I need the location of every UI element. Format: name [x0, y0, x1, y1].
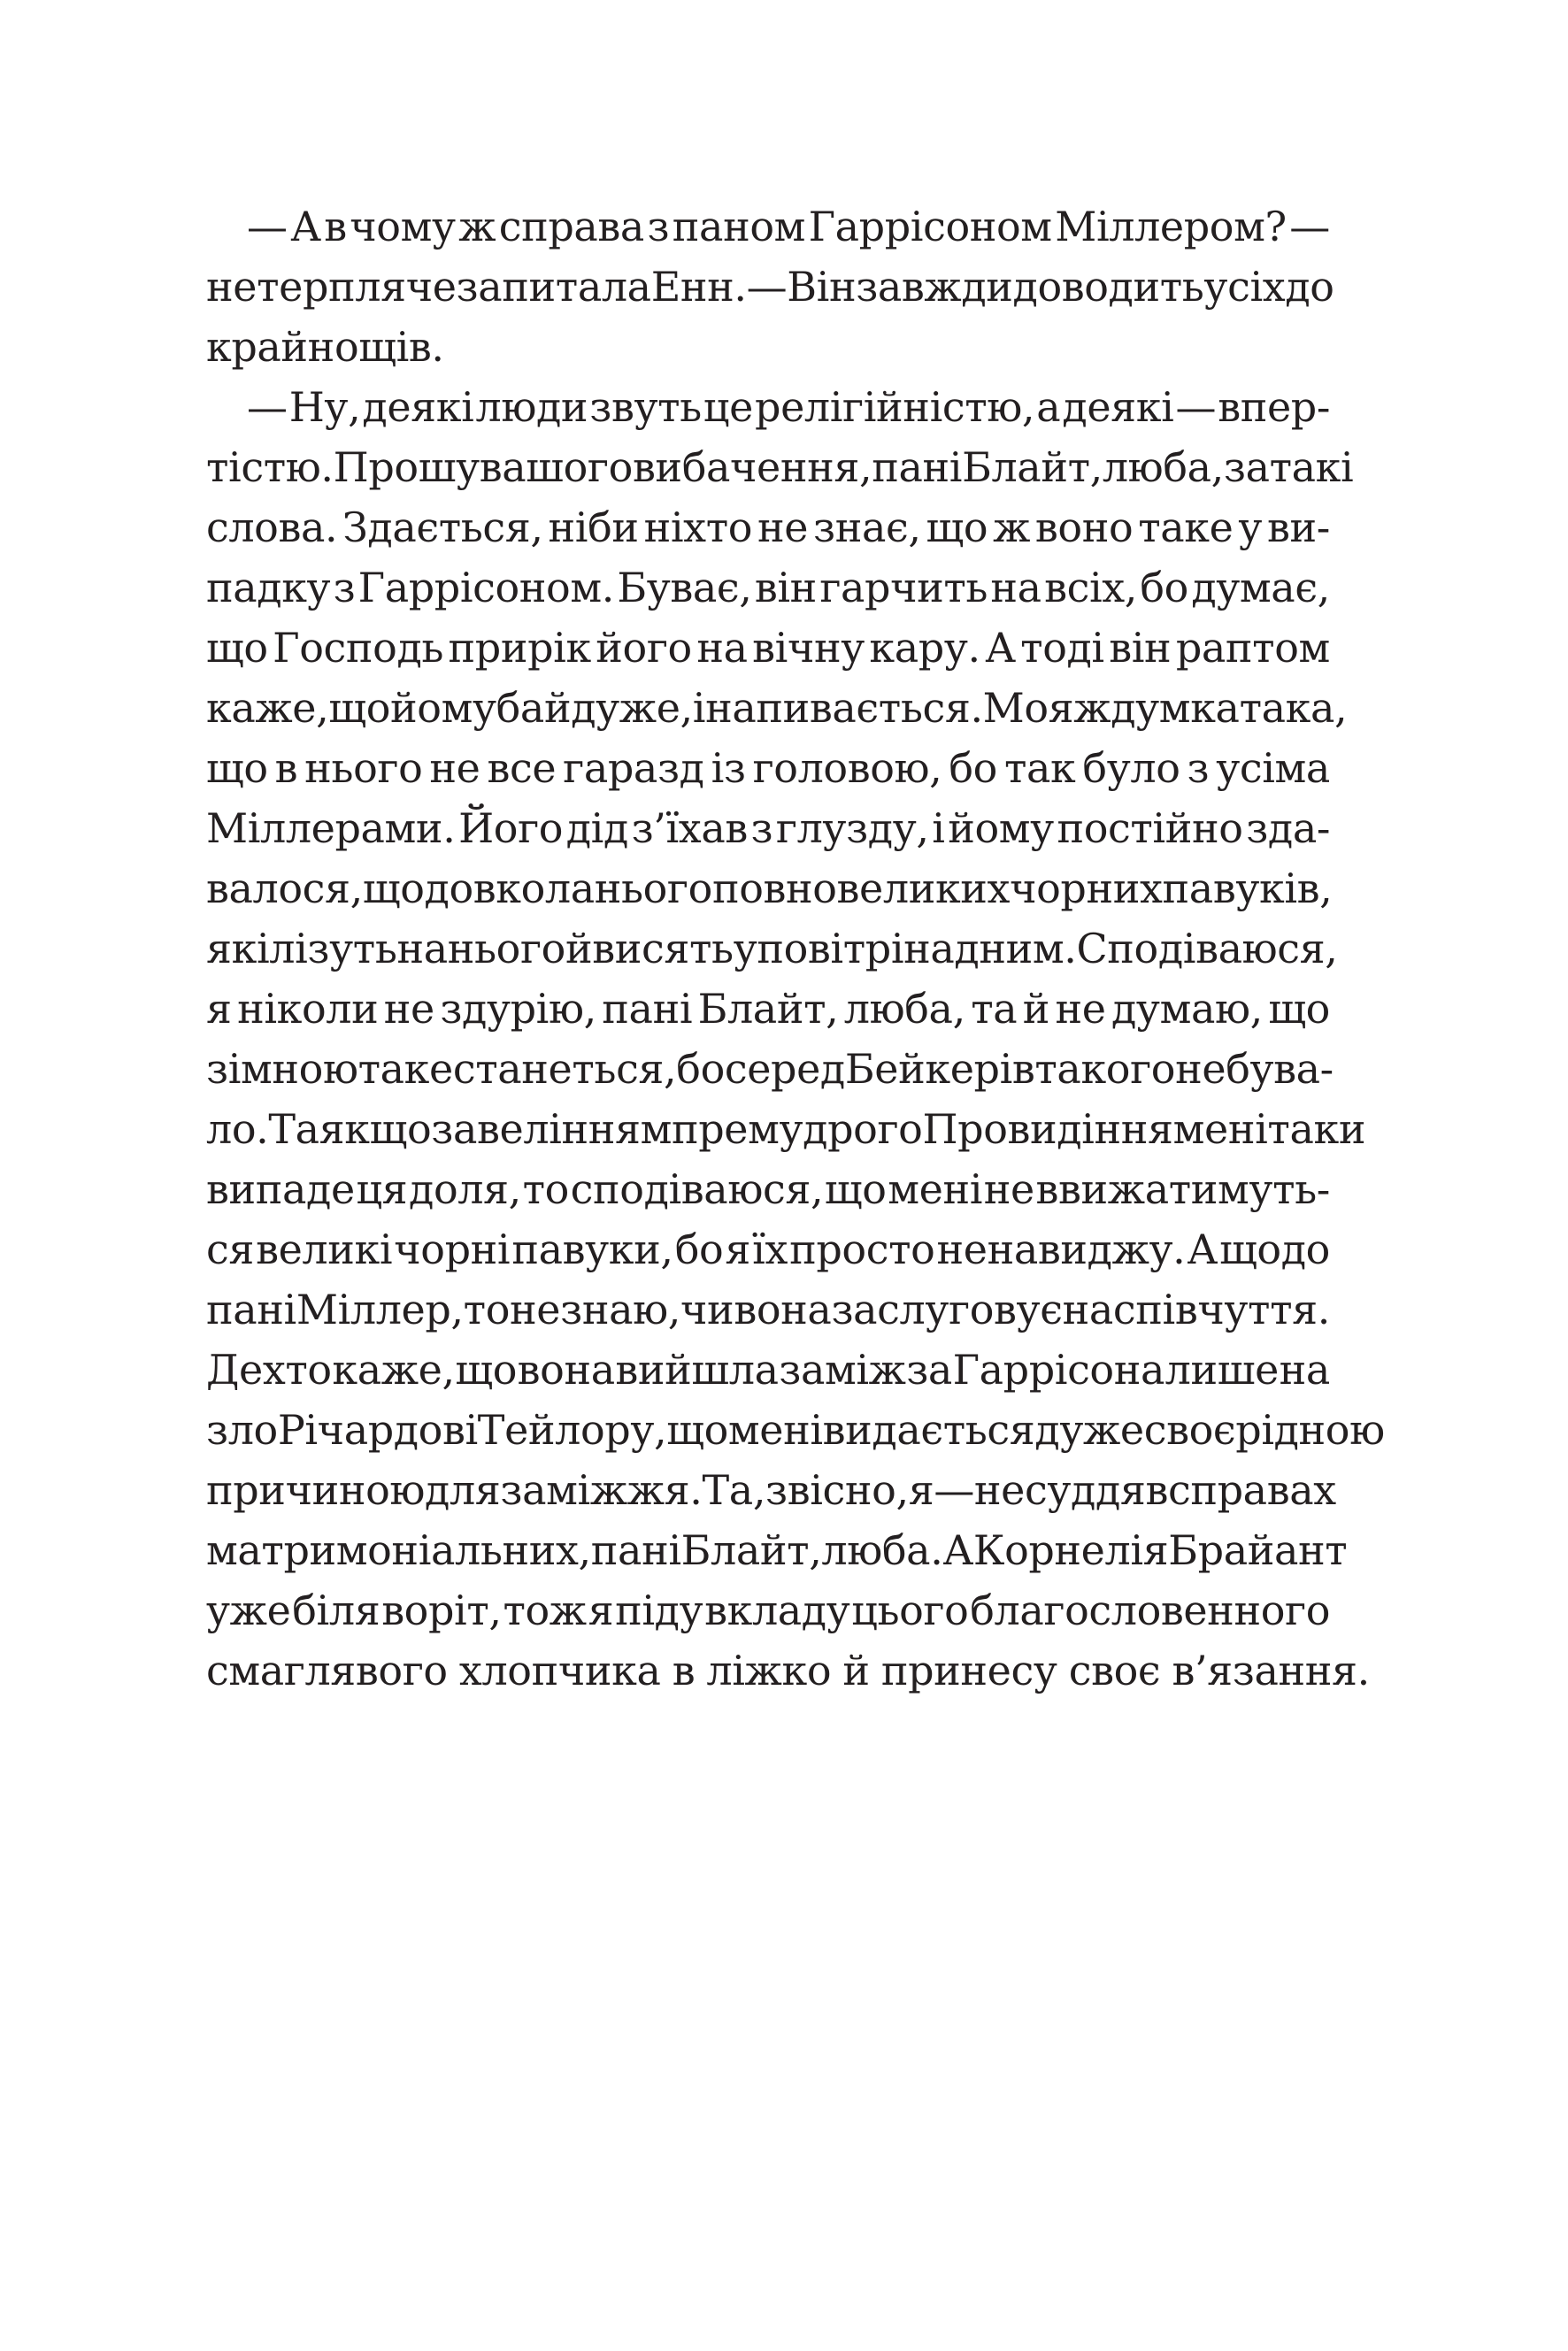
text-line: уже біля воріт, тож я піду вкладу цього благословенного — [206, 1587, 1330, 1634]
text-line: тістю. Прошу вашого вибачення, пані Блайт, люба, за такі — [206, 443, 1354, 491]
text-line: валося, що довкола нього повно великих чорних павуків, — [206, 864, 1333, 912]
text-line: пані Міллер, то не знаю, чи вона заслуговує на співчуття. — [206, 1286, 1330, 1333]
text-line: що в нього не все гаразд із головою, бо так було з усіма — [206, 744, 1330, 792]
text-line: смаглявого хлопчика в ліжко й принесу своє в’язання. — [206, 1647, 1370, 1694]
text-line: ло. Та якщо за велінням премудрого Провидіння мені таки — [206, 1105, 1366, 1153]
text-line: каже, що йому байдуже, і напивається. Моя ж думка така, — [206, 684, 1348, 732]
text-line: — Ну, деякі люди звуть це релігійністю, а деякі — впер- — [247, 383, 1330, 431]
text-line: падку з Гаррісоном. Буває, він гарчить на всіх, бо думає, — [206, 564, 1330, 611]
text-line: причиною для заміжжя. Та, звісно, я — не суддя в справах — [206, 1466, 1336, 1514]
text-line: я ніколи не здурію, пані Блайт, люба, та й не думаю, що — [206, 985, 1330, 1033]
text-line: зі мною таке станеться, бо серед Бейкерів такого не бува- — [206, 1045, 1334, 1093]
text-line: що Господь прирік його на вічну кару. А тоді він раптом — [206, 624, 1330, 672]
text-line: — А в чому ж справа з паном Гаррісоном Міллером? — — [247, 203, 1330, 250]
text-line: випаде ця доля, то сподіваюся, що мені не ввижатимуть- — [206, 1165, 1330, 1213]
text-line: Дехто каже, що вона вийшла заміж за Гаррісона лише на — [206, 1346, 1330, 1394]
text-line: крайнощів. — [206, 323, 444, 371]
text-line: ся великі чорні павуки, бо я їх просто ненавиджу. А щодо — [206, 1225, 1330, 1273]
text-line: матримоніальних, пані Блайт, люба. А Корнелія Брайант — [206, 1526, 1348, 1574]
text-line: слова. Здається, ніби ніхто не знає, що ж воно таке у ви- — [206, 503, 1330, 551]
text-line: зло Річардові Тейлору, що мені видається дуже своєрідною — [206, 1406, 1385, 1454]
body-text — [206, 196, 1385, 1701]
text-line: нетерпляче запитала Енн. — Він завжди доводить усіх до — [206, 263, 1334, 311]
text-line: які лізуть на нього й висять у повітрі над ним. Сподіваюся, — [206, 925, 1338, 972]
text-line: Міллерами. Його дід з’їхав з глузду, і йому постійно зда- — [206, 804, 1330, 852]
